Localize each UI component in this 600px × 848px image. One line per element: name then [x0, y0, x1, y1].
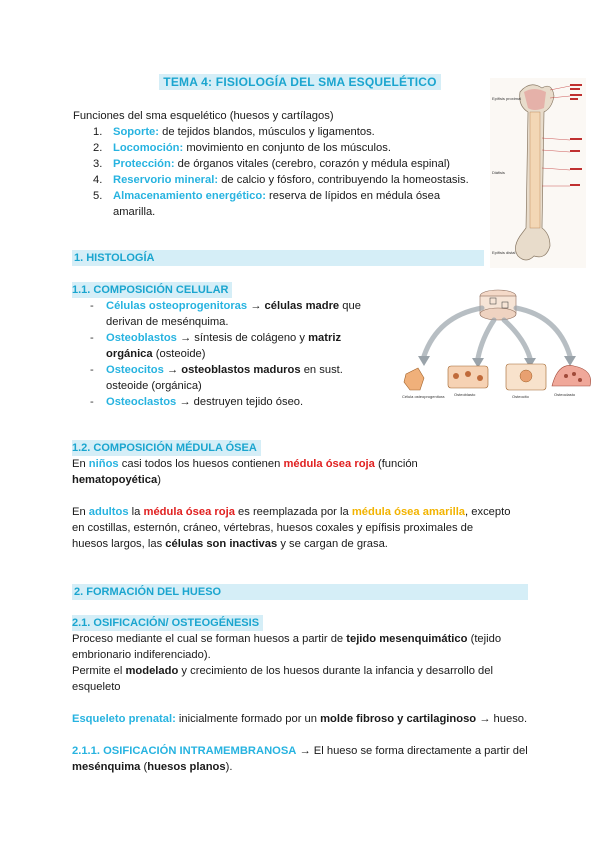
label-osteoblasto: Osteoblasto: [454, 392, 476, 397]
paragraph-modelado: Permite el modelado y crecimiento de los huesos durante la infancia y desarrollo del esqueleto: [72, 665, 493, 693]
section-histologia: 1. HISTOLOGÍA: [72, 250, 484, 266]
label-epifisis-distal: Epífisis distal: [492, 250, 516, 255]
label-osteocito: Osteocito: [512, 394, 529, 399]
long-bone-illustration: [490, 78, 586, 268]
bone-cells-illustration: [398, 286, 598, 416]
paragraph-intramembranosa: 2.1.1. OSIFICACIÓN INTRAMEMBRANOSA → El hueso se forma directamente a partir del mesénquima (huesos planos).: [72, 745, 528, 773]
function-item: 4. Reservorio mineral: de calcio y fósforo, contribuyendo la homeostasis.: [93, 174, 469, 186]
subsection-osificacion: 2.1. OSIFICACIÓN/ OSTEOGÉNESIS: [72, 615, 263, 631]
label-osteoclasto: Osteoclasto: [554, 392, 576, 397]
intro-text: Funciones del sma esquelético (huesos y cartílagos): [73, 110, 334, 122]
paragraph-proceso: Proceso mediante el cual se forman huesos a partir de tejido mesenquimático (tejido embrionario indiferenciado).: [72, 633, 502, 661]
page-title: TEMA 4: FISIOLOGÍA DEL SMA ESQUELÉTICO: [159, 74, 440, 90]
function-item: 2. Locomoción: movimiento en conjunto de los músculos.: [93, 142, 391, 154]
paragraph-ninos: En niños casi todos los huesos contienen médula ósea roja (función hematopoyética): [72, 458, 418, 486]
function-item: 3. Protección: de órganos vitales (cerebro, corazón y médula espinal): [93, 158, 451, 170]
cell-item: - Osteoblastos → síntesis de colágeno y matriz orgánica (osteoide): [88, 330, 388, 362]
label-osteoprogenitora: Célula osteoprogenitora: [402, 394, 445, 399]
paragraph-adultos: En adultos la médula ósea roja es reemplazada por la médula ósea amarilla, excepto en costillas, esternón, cráneo, vértebras, huesos coxales y epífisis proximales de huesos largos, las células son inactivas y se cargan de grasa.: [72, 506, 511, 550]
function-item: 5. Almacenamiento energético: reserva de lípidos en médula ósea amarilla.: [93, 190, 441, 218]
subsection-medula-osea: 1.2. COMPOSICIÓN MÉDULA ÓSEA: [72, 440, 261, 456]
cell-item: - Osteoclastos → destruyen tejido óseo.: [88, 394, 388, 410]
function-item: 1. Soporte: de tejidos blandos, músculos y ligamentos.: [93, 126, 375, 138]
cells-list: [88, 298, 388, 410]
section-formacion-hueso: 2. FORMACIÓN DEL HUESO: [72, 584, 528, 600]
label-diafisis: Diáfisis: [492, 170, 505, 175]
bone-cells-figure: [398, 286, 598, 416]
cell-item: - Células osteoprogenitoras → células madre que derivan de mesénquima.: [88, 298, 388, 330]
label-epifisis-proximal: Epífisis proximal: [492, 96, 522, 101]
cells-list-block: [88, 298, 388, 410]
long-bone-figure: [490, 78, 586, 268]
functions-block: [73, 108, 483, 220]
cell-item: - Osteocitos → osteoblastos maduros en sust. osteoide (orgánica): [88, 362, 388, 394]
paragraph-esqueleto-prenatal: Esqueleto prenatal: inicialmente formado por un molde fibroso y cartilaginoso → hueso.: [72, 713, 528, 725]
subsection-composicion-celular: 1.1. COMPOSICIÓN CELULAR: [72, 282, 232, 298]
functions-list: [73, 124, 483, 220]
